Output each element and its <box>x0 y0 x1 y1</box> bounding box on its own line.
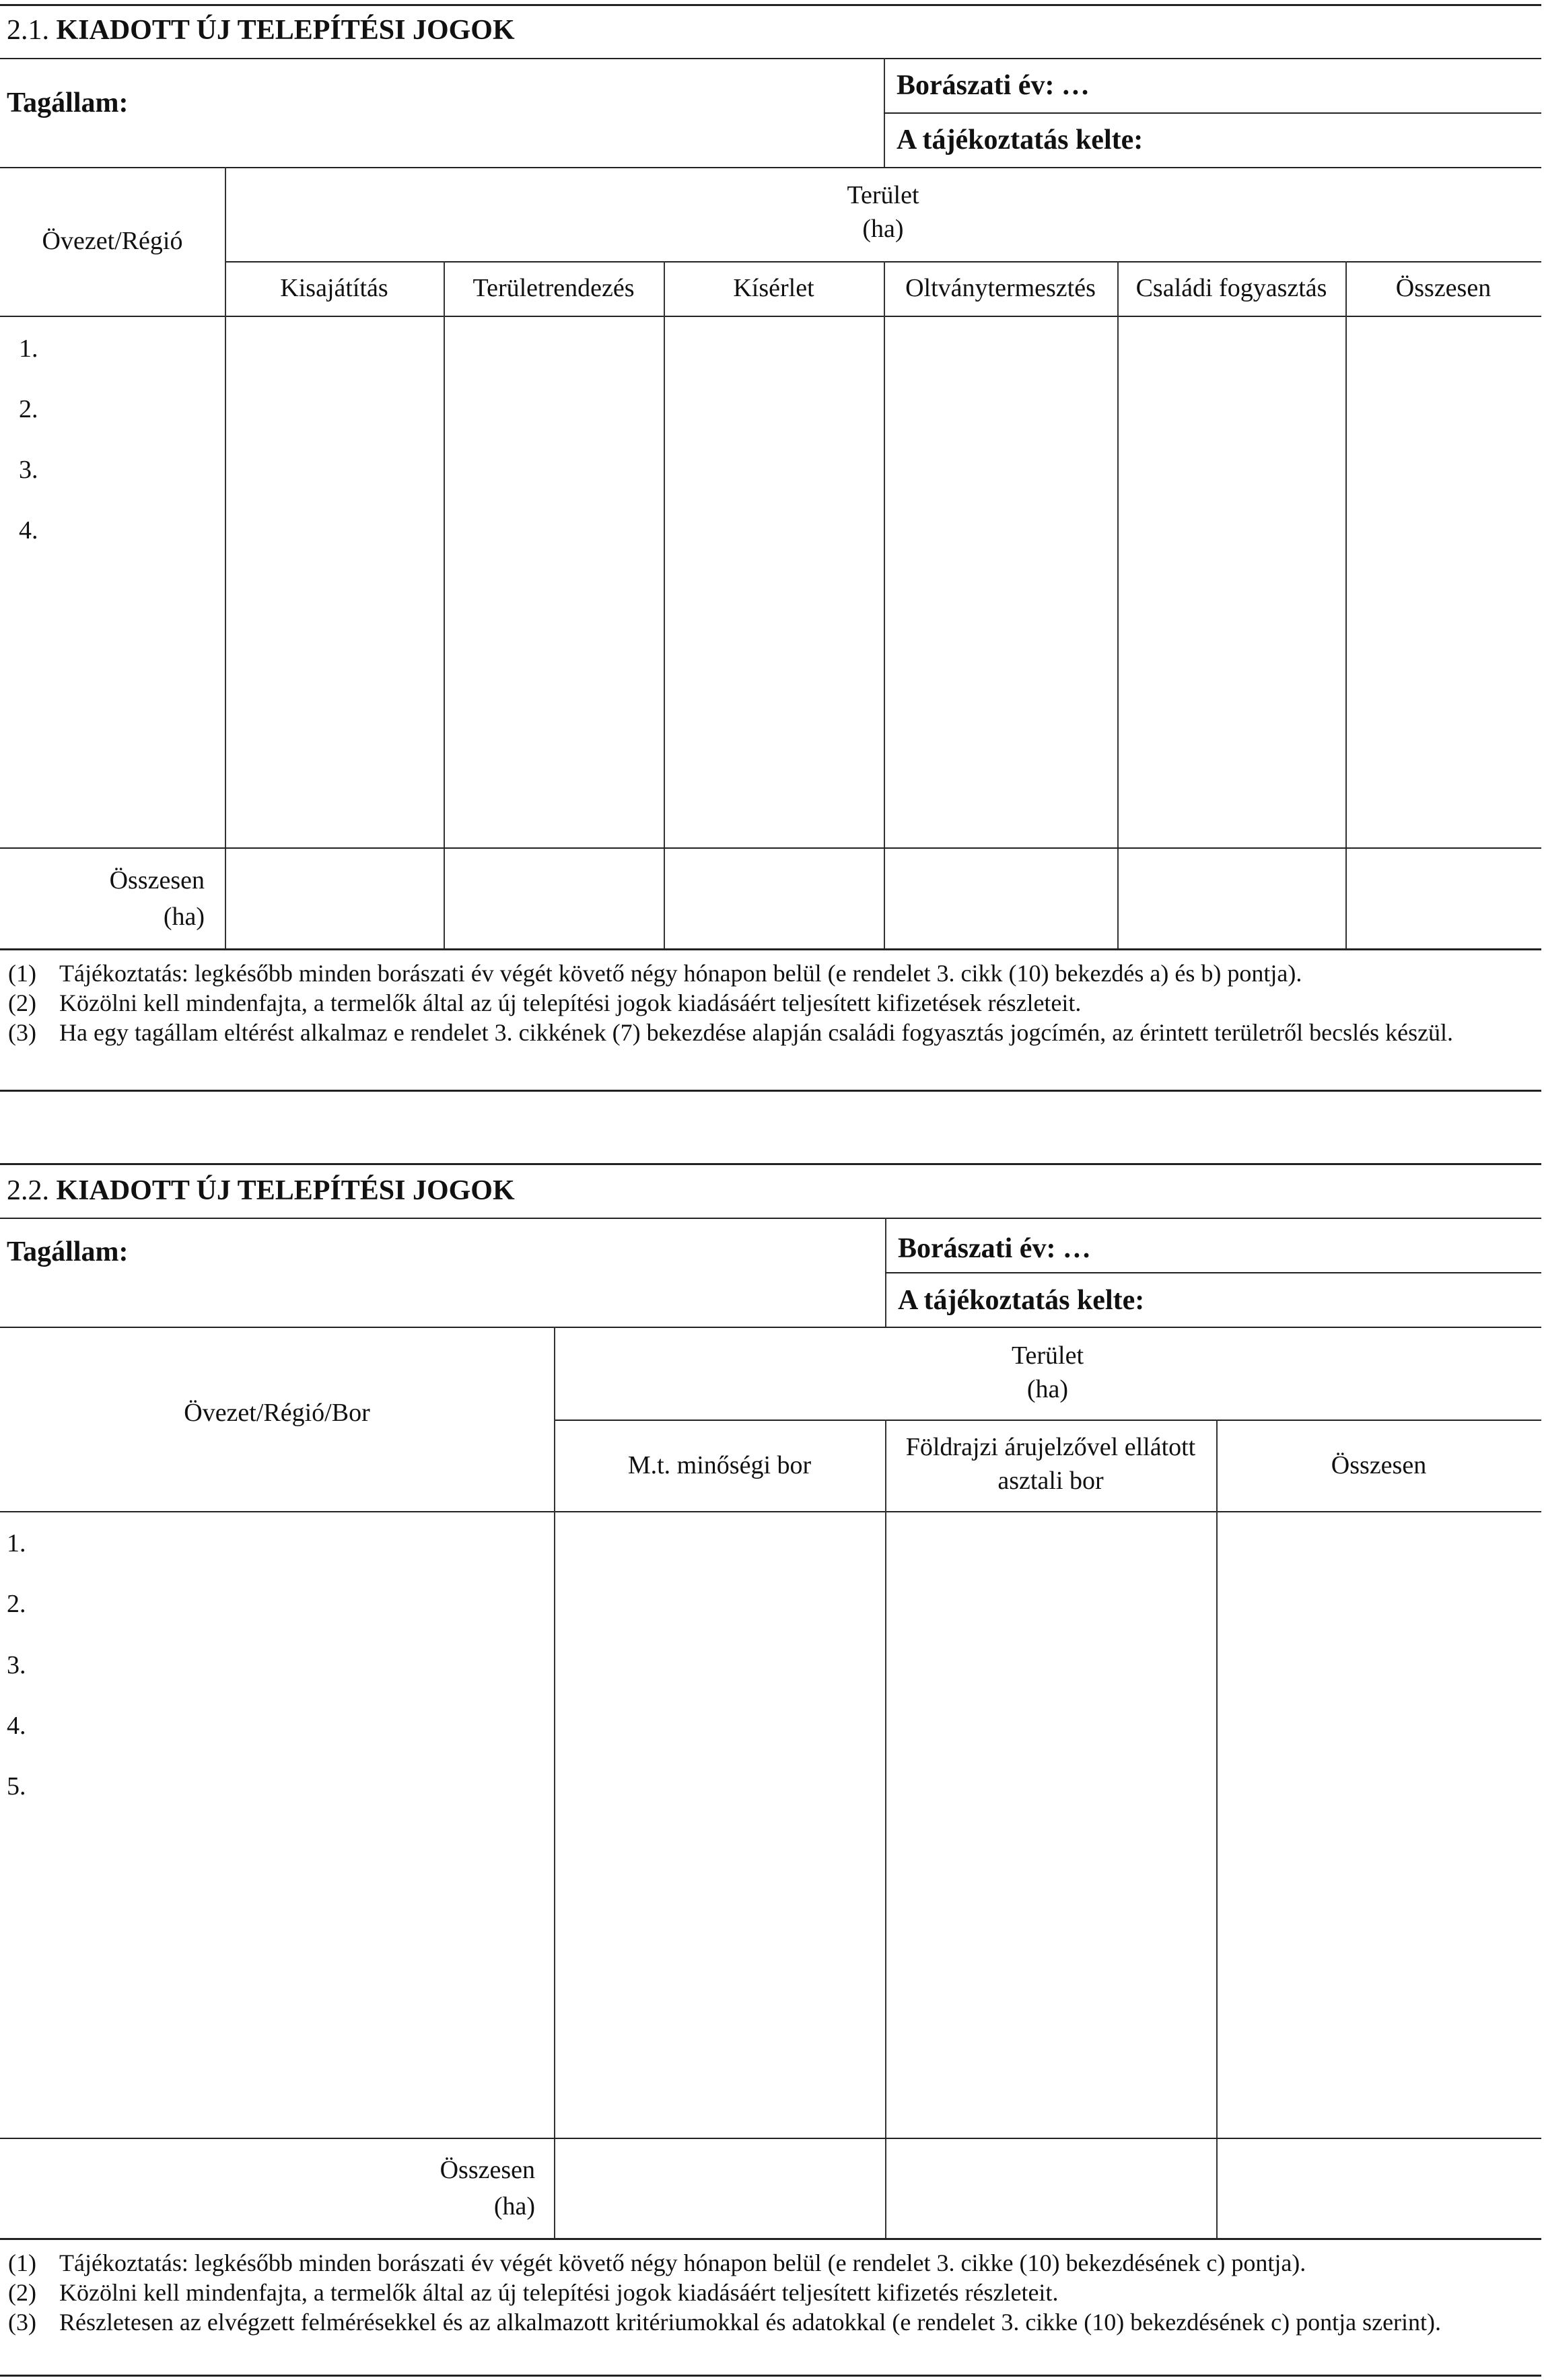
footnote-number: (2) <box>8 2279 36 2306</box>
divider <box>0 1327 1541 1328</box>
row-label: 3. <box>19 456 38 484</box>
total-label: Összesen <box>109 866 205 895</box>
row-label: 3. <box>7 1651 26 1679</box>
column-header: M.t. minőségi bor <box>627 1451 812 1479</box>
column-header: Területrendezés <box>472 274 635 302</box>
area-header: Terület <box>1011 1341 1084 1370</box>
report-date-label: A tájékoztatás kelte: <box>897 125 1144 155</box>
footnote-text: Tájékoztatás: legkésőbb minden borászati év végét követő négy hónapon belül (e rendelet 3. cikke (10) bekezdésének c) pontja). <box>59 2249 1306 2276</box>
row-label: 1. <box>19 335 38 363</box>
divider <box>0 2375 1541 2377</box>
divider <box>0 316 1541 317</box>
footnote-number: (2) <box>8 989 36 1016</box>
divider <box>0 58 1541 59</box>
footnotes <box>8 958 1536 1047</box>
divider <box>1345 261 1347 949</box>
footnote <box>8 1018 1536 1047</box>
divider <box>444 261 445 949</box>
footnote-number: (1) <box>8 2249 36 2276</box>
row-label: 2. <box>19 395 38 423</box>
row-label: 5. <box>7 1772 26 1800</box>
column-header: Családi fogyasztás <box>1135 274 1327 302</box>
divider <box>885 1272 1541 1273</box>
divider <box>0 847 1541 849</box>
footnote <box>8 2307 1536 2337</box>
footnote <box>8 958 1536 988</box>
divider <box>0 2238 1541 2240</box>
divider <box>0 2138 1541 2139</box>
column-header: Összesen <box>1395 274 1492 302</box>
column-header: Összesen <box>1331 1451 1427 1479</box>
footnote-number: (3) <box>8 1019 36 1046</box>
footnote <box>8 2278 1536 2307</box>
divider <box>0 167 1541 168</box>
footnote-text: Közölni kell mindenfajta, a termelők által az új telepítési jogok kiadásáért teljesített kifizetések részleteit. <box>59 989 1082 1016</box>
footnote-text: Tájékoztatás: legkésőbb minden borászati év végét követő négy hónapon belül (e rendelet 3. cikk (10) bekezdés a) és b) pontja). <box>59 960 1302 987</box>
column-header: Kisajátítás <box>280 274 388 302</box>
section-number: 2.1. <box>7 15 49 46</box>
divider <box>1216 1420 1218 2239</box>
divider <box>0 4 1541 6</box>
divider <box>884 261 885 949</box>
member-state-label: Tagállam: <box>7 1236 129 1267</box>
footnote <box>8 988 1536 1018</box>
section-title <box>7 13 515 47</box>
footnote <box>8 2248 1536 2278</box>
divider <box>884 112 1541 114</box>
footnotes <box>8 2248 1536 2337</box>
row-label: 4. <box>7 1712 26 1740</box>
divider <box>0 1163 1541 1165</box>
divider <box>225 261 1541 262</box>
footnote-number: (3) <box>8 2309 36 2336</box>
total-unit: (ha) <box>163 903 205 931</box>
total-unit: (ha) <box>493 2192 535 2220</box>
footnote-text: Ha egy tagállam eltérést alkalmaz e rendelet 3. cikkének (7) bekezdése alapján családi fogyasztás jogcímén, az érintett területről becslés készül. <box>59 1019 1454 1046</box>
footnote-text: Részletesen az elvégzett felmérésekkel és az alkalmazott kritériumokkal és adatokkal (e rendelet 3. cikke (10) bekezdésének c) pontja szerint). <box>59 2309 1442 2336</box>
section-number: 2.2. <box>7 1175 49 1206</box>
zone-header: Övezet/Régió <box>42 227 183 255</box>
column-header: Földrajzi árujelzővel ellátott <box>905 1433 1196 1461</box>
column-header: Oltványtermesztés <box>905 274 1096 302</box>
row-label: 1. <box>7 1529 26 1558</box>
area-unit: (ha) <box>1026 1375 1069 1403</box>
divider <box>225 167 226 949</box>
total-label: Összesen <box>440 2156 535 2184</box>
wine-year-label: Borászati év: … <box>897 70 1090 101</box>
column-header: Kísérlet <box>733 274 814 302</box>
divider <box>0 1511 1541 1512</box>
zone-header: Övezet/Régió/Bor <box>184 1399 370 1427</box>
report-date-label: A tájékoztatás kelte: <box>898 1285 1145 1316</box>
divider <box>885 1420 886 2239</box>
divider <box>1117 261 1119 949</box>
section-heading: KIADOTT ÚJ TELEPÍTÉSI JOGOK <box>56 15 515 46</box>
member-state-label: Tagállam: <box>7 88 129 118</box>
divider <box>664 261 665 949</box>
section-title <box>7 1174 515 1208</box>
area-unit: (ha) <box>862 215 904 243</box>
row-label: 2. <box>7 1590 26 1618</box>
row-label: 4. <box>19 516 38 545</box>
footnote-text: Közölni kell mindenfajta, a termelők által az új telepítési jogok kiadásáért teljesített kifizetés részleteit. <box>59 2279 1059 2306</box>
column-header-line2: asztali bor <box>997 1467 1104 1495</box>
footnote-number: (1) <box>8 960 36 987</box>
divider <box>0 1218 1541 1219</box>
divider <box>554 1327 555 2239</box>
area-header: Terület <box>847 181 919 209</box>
section-heading: KIADOTT ÚJ TELEPÍTÉSI JOGOK <box>56 1175 515 1206</box>
divider <box>0 1090 1541 1092</box>
divider <box>554 1420 1541 1421</box>
wine-year-label: Borászati év: … <box>898 1233 1091 1264</box>
divider <box>0 948 1541 950</box>
